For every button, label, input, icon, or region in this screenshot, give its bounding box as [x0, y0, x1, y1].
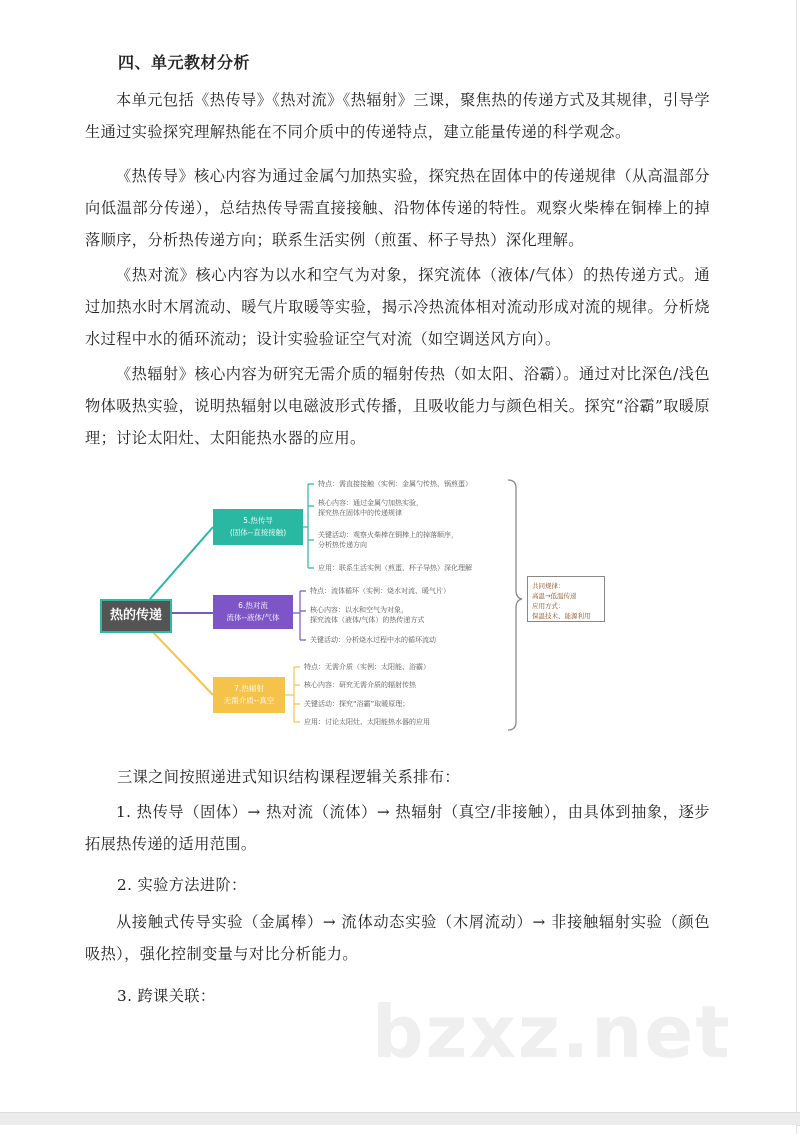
mind-map-root-node: 热的传递 — [100, 599, 172, 633]
structure-intro: 三课之间按照递进式知识结构课程逻辑关系排布： — [117, 768, 460, 786]
list-item-3-title: 3. 跨课关联： — [117, 987, 216, 1005]
list-item-1: 1. 热传导（固体）→ 热对流（流体）→ 热辐射（真空/非接触），由具体到抽象，逐步拓展热传递的适用范围。 — [85, 803, 710, 853]
leaf-text: 探究流体（液体/气体）的热传递方式 — [310, 616, 425, 624]
node-title: 5.热传导 — [243, 516, 273, 525]
node-subtitle: 无需介质--真空 — [223, 696, 275, 705]
paragraph-conduction: 《热传导》核心内容为通过金属勺加热实验，探究热在固体中的传递规律（从高温部分向低温部分传递），总结热传导需直接接触、沿物体传递的特性。观察火柴棒在铜棒上的掉落顺序，分析热传递方向；联系生活实例（煎蛋、杯子导热）深化理解。 — [85, 167, 710, 249]
section-heading: 四、单元教材分析 — [118, 53, 251, 72]
leaf-text: 关键活动：分析烧水过程中水的循环流动 — [310, 636, 436, 644]
leaf-text: 关键活动：观察火柴棒在铜棒上的掉落顺序， — [318, 531, 458, 539]
summary-line: 应用方式： — [532, 602, 565, 610]
leaf-text: 分析热传递方向 — [318, 541, 367, 549]
summary-line: 高温→低温传递 — [532, 592, 577, 600]
leaf-text: 特点：需直接接触（实例：金属勺传热、锅煎蛋） — [318, 480, 472, 488]
paragraph-radiation: 《热辐射》核心内容为研究无需介质的辐射传热（如太阳、浴霸）。通过对比深色/浅色物体吸热实验，说明热辐射以电磁波形式传播，且吸收能力与颜色相关。探究“浴霸”取暖原理；讨论太阳灶、太阳能热水器的应用。 — [85, 365, 710, 447]
leaf-text: 关键活动：探究“浴霸”取暖原理； — [304, 700, 410, 708]
summary-line: 共同规律： — [532, 582, 565, 590]
leaf-text: 探究热在固体中的传递规律 — [318, 509, 402, 517]
list-item-2-title: 2. 实验方法进阶： — [117, 876, 247, 894]
page-separator — [0, 1112, 800, 1126]
list-item-2-body: 从接触式传导实验（金属棒）→ 流体动态实验（木屑流动）→ 非接触辐射实验（颜色吸热），强化控制变量与对比分析能力。 — [85, 913, 710, 963]
watermark: bzxz.net — [372, 990, 732, 1074]
mind-map-node-radiation — [213, 677, 285, 713]
paragraph-convection: 《热对流》核心内容为以水和空气为对象，探究流体（液体/气体）的热传递方式。通过加热水时木屑流动、暖气片取暖等实验，揭示冷热流体相对流动形成对流的规律。分析烧水过程中水的循环流动；设计实验验证空气对流（如空调送风方向）。 — [85, 266, 710, 348]
node-subtitle: 流体--液体/气体 — [226, 613, 280, 622]
leaf-text: 核心内容：研究无需介质的辐射传热 — [304, 681, 416, 689]
leaf-text: 特点：流体循环（实例：烧水对流、暖气片） — [310, 587, 450, 595]
mind-map-node-conduction — [213, 509, 303, 545]
mind-map-summary-box — [527, 576, 605, 622]
node-title: 7.热辐射 — [234, 684, 264, 693]
leaf-text: 应用：联系生活实例（煎蛋、杯子导热）深化理解 — [318, 564, 472, 572]
leaf-text: 核心内容：以水和空气为对象， — [310, 606, 408, 614]
summary-line: 保温技术、能源利用 — [532, 612, 591, 620]
node-title: 6.热对流 — [238, 601, 268, 610]
next-page-top — [0, 1125, 797, 1134]
mind-map-diagram — [90, 472, 620, 740]
leaf-text: 特点：无需介质（实例：太阳能、浴霸） — [304, 663, 430, 671]
leaf-text: 核心内容：通过金属勺加热实验， — [318, 499, 423, 507]
leaf-text: 应用：讨论太阳灶、太阳能热水器的应用 — [304, 718, 430, 726]
paragraph-intro: 本单元包括《热传导》《热对流》《热辐射》三课，聚焦热的传递方式及其规律，引导学生通过实验探究理解热能在不同介质中的传递特点，建立能量传递的科学观念。 — [85, 91, 710, 141]
node-subtitle: (固体--直接接触) — [229, 528, 287, 537]
mind-map-node-convection — [213, 595, 293, 629]
